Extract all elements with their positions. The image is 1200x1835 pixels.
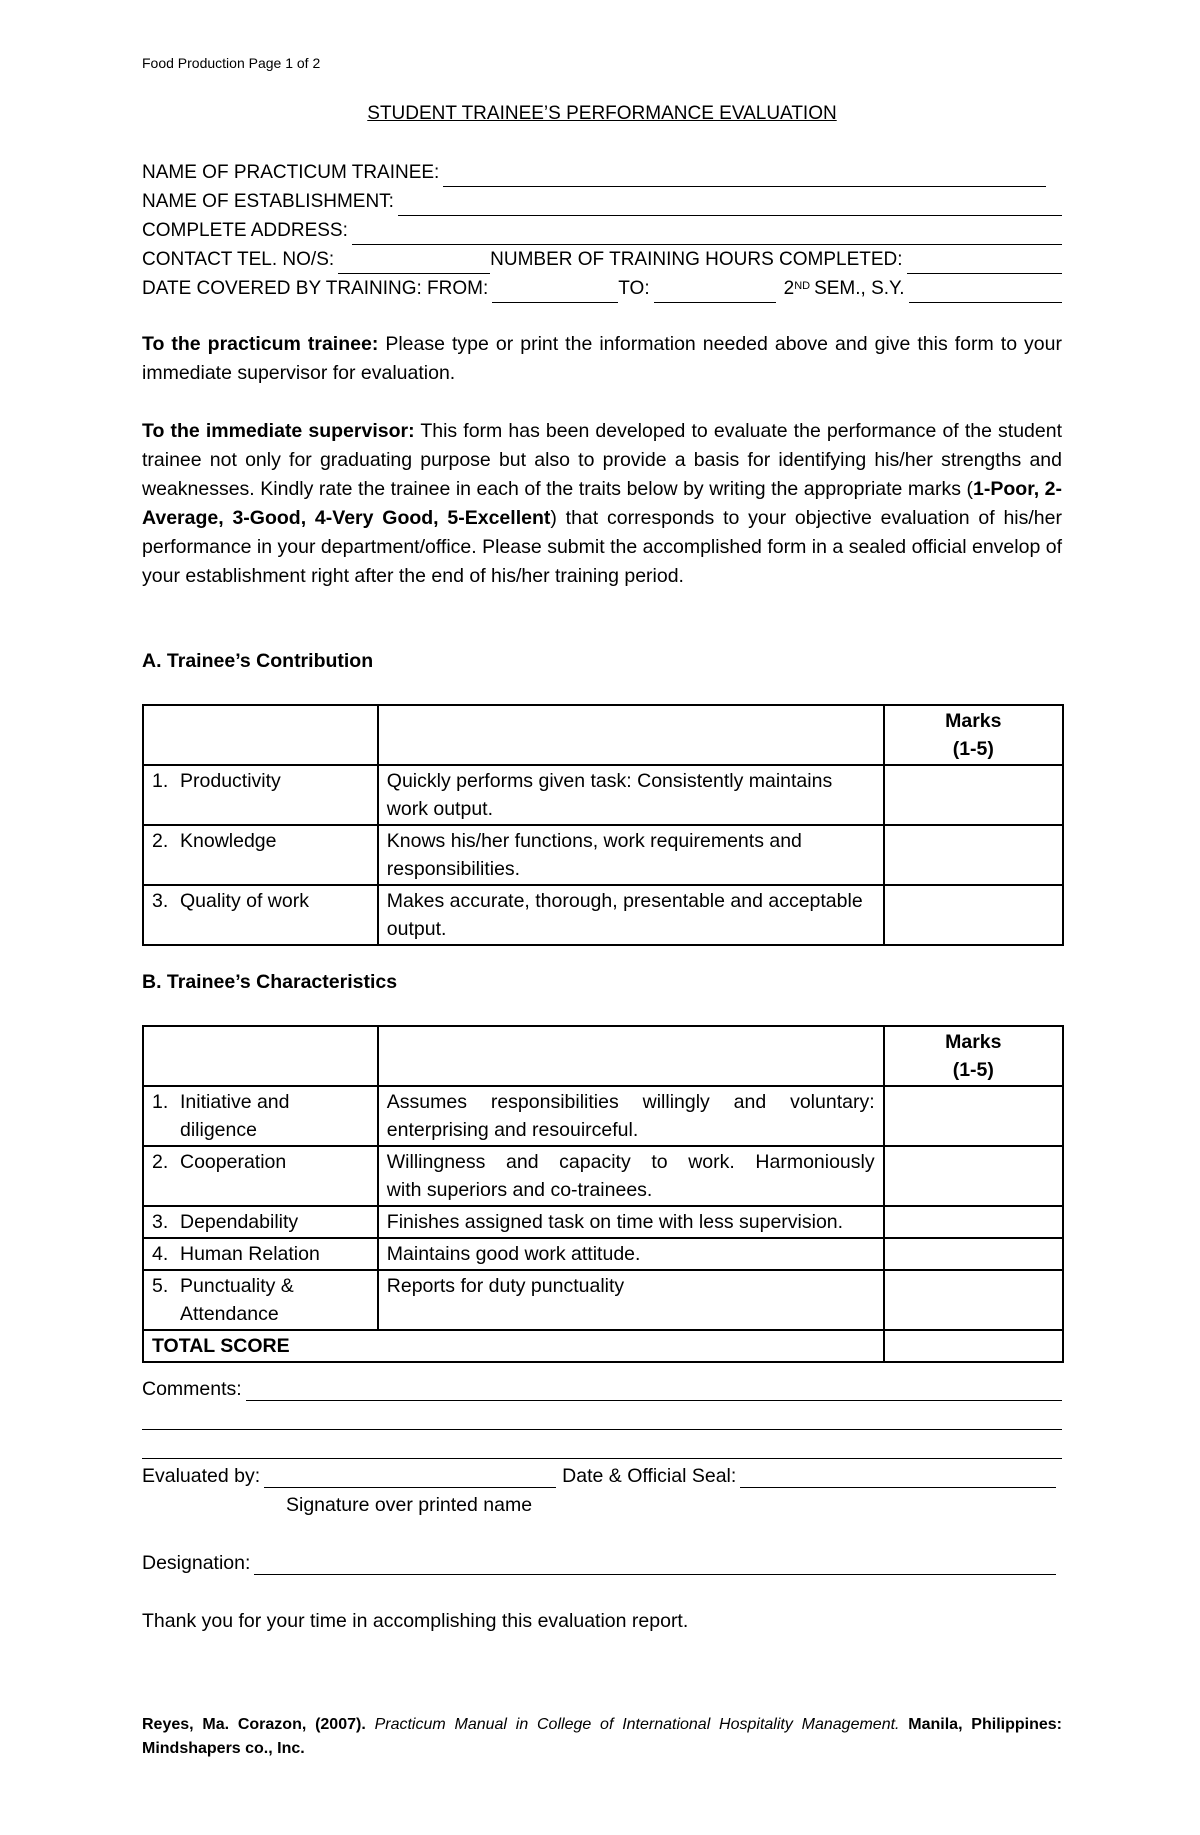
hours-label: NUMBER OF TRAINING HOURS COMPLETED: bbox=[490, 249, 903, 270]
section-a-heading: A. Trainee’s Contribution bbox=[142, 650, 374, 672]
school-year-blank[interactable] bbox=[909, 282, 1062, 303]
trait-name: Cooperation bbox=[180, 1151, 287, 1173]
date-from-blank[interactable] bbox=[492, 282, 618, 303]
trait-description: Finishes assigned task on time with less supervision. bbox=[378, 1206, 884, 1238]
trait-name: Human Relation bbox=[180, 1243, 320, 1265]
marks-cell[interactable] bbox=[884, 1270, 1063, 1330]
evaluated-by-label: Evaluated by: bbox=[142, 1465, 261, 1487]
table-header-row bbox=[143, 1026, 1063, 1086]
date-from-label: DATE COVERED BY TRAINING: FROM: bbox=[142, 278, 489, 299]
designation-label: Designation: bbox=[142, 1552, 251, 1574]
establishment-label: NAME OF ESTABLISHMENT: bbox=[142, 191, 394, 212]
trait-description: Knows his/her functions, work requirements and responsibilities. bbox=[378, 825, 884, 885]
trainee-name-label: NAME OF PRACTICUM TRAINEE: bbox=[142, 162, 440, 183]
citation-publisher: Manila, Philippines: Mindshapers co., Inc. bbox=[142, 1716, 1062, 1757]
trainee-instructions bbox=[142, 330, 1062, 388]
supervisor-instructions-text2: ) that corresponds to your objective evaluation of his/her performance in your department/office. Please submit the accomplished form in a sealed official envelop of your establishment right after the end of his/her training period. bbox=[142, 507, 1062, 587]
trait-description: Makes accurate, thorough, presentable and acceptable output. bbox=[378, 885, 884, 945]
form-title: STUDENT TRAINEE’S PERFORMANCE EVALUATION bbox=[367, 103, 837, 124]
trainee-name-row bbox=[142, 158, 1062, 187]
date-to-label: TO: bbox=[618, 278, 650, 299]
trainee-name-blank[interactable] bbox=[443, 166, 1046, 187]
comments-label: Comments: bbox=[142, 1378, 242, 1400]
contact-blank[interactable] bbox=[338, 253, 490, 274]
citation bbox=[142, 1713, 1062, 1761]
date-covered-row bbox=[142, 274, 1062, 303]
contact-label: CONTACT TEL. NO/S: bbox=[142, 249, 335, 270]
total-score-label: TOTAL SCORE bbox=[143, 1330, 884, 1362]
trait-name: Punctuality & bbox=[180, 1275, 294, 1297]
trait-name: Dependability bbox=[180, 1211, 299, 1233]
evaluated-by-row bbox=[142, 1465, 1062, 1488]
table-row: 3. Dependability Finishes assigned task on time with less supervision. bbox=[143, 1206, 1063, 1238]
designation-row bbox=[142, 1552, 1062, 1575]
trainee-instructions-text: Please type or print the information needed above and give this form to your immediate supervisor for evaluation. bbox=[142, 333, 1062, 384]
marks-cell[interactable] bbox=[884, 825, 1063, 885]
evaluator-signature-blank[interactable] bbox=[264, 1467, 556, 1488]
marks-cell[interactable] bbox=[884, 765, 1063, 825]
total-score-row bbox=[143, 1330, 1063, 1362]
marks-cell[interactable] bbox=[884, 1206, 1063, 1238]
comments-blank-3[interactable] bbox=[142, 1436, 1062, 1459]
signature-caption: Signature over printed name bbox=[286, 1494, 533, 1516]
trait-name: Knowledge bbox=[180, 830, 277, 852]
marks-cell[interactable] bbox=[884, 1146, 1063, 1206]
address-label: COMPLETE ADDRESS: bbox=[142, 220, 348, 241]
marks-cell[interactable] bbox=[884, 885, 1063, 945]
address-blank[interactable] bbox=[352, 224, 1062, 245]
trait-name: Initiative and bbox=[180, 1091, 290, 1113]
table-row: 1. Initiative and diligence Assumes responsibilities willingly and voluntary: enterprising and resouirceful. bbox=[143, 1086, 1063, 1146]
date-seal-label: Date & Official Seal: bbox=[562, 1465, 737, 1487]
trait-name: Quality of work bbox=[180, 890, 309, 912]
contribution-table bbox=[142, 704, 1064, 946]
trait-description: Maintains good work attitude. bbox=[378, 1238, 884, 1270]
comments-section bbox=[142, 1378, 1062, 1459]
citation-author: Reyes, Ma. Corazon, (2007). bbox=[142, 1716, 366, 1733]
supervisor-instructions bbox=[142, 417, 1062, 591]
citation-work: Practicum Manual in College of International Hospitality Management. bbox=[374, 1716, 900, 1733]
table-row: 4. Human Relation Maintains good work attitude. bbox=[143, 1238, 1063, 1270]
table-row: 1. Productivity Quickly performs given task: Consistently maintains work output. bbox=[143, 765, 1063, 825]
contact-row bbox=[142, 245, 1062, 274]
date-seal-blank[interactable] bbox=[740, 1467, 1056, 1488]
table-row: 2. Cooperation Willingness and capacity to work. Harmoniously with superiors and co-trainees. bbox=[143, 1146, 1063, 1206]
page-header: Food Production Page 1 of 2 bbox=[142, 55, 321, 71]
establishment-row bbox=[142, 187, 1062, 216]
semester-label: SEM., S.Y. bbox=[814, 278, 905, 299]
trainee-info-fields bbox=[142, 158, 1062, 303]
table-row: 3. Quality of work Makes accurate, thorough, presentable and acceptable output. bbox=[143, 885, 1063, 945]
trait-description: Reports for duty punctuality bbox=[378, 1270, 884, 1330]
trait-description: Willingness and capacity to work. Harmoniously with superiors and co-trainees. bbox=[378, 1146, 884, 1206]
trainee-instructions-lead: To the practicum trainee: bbox=[142, 333, 379, 355]
section-b-heading: B. Trainee’s Characteristics bbox=[142, 971, 398, 993]
establishment-blank[interactable] bbox=[398, 195, 1062, 216]
trait-name: Productivity bbox=[180, 770, 281, 792]
designation-blank[interactable] bbox=[254, 1554, 1056, 1575]
semester-suffix: ND bbox=[794, 280, 811, 292]
marks-header: Marks (1-5) bbox=[884, 705, 1063, 765]
address-row bbox=[142, 216, 1062, 245]
table-row: 5. Punctuality & Attendance Reports for duty punctuality bbox=[143, 1270, 1063, 1330]
semester-number: 2 bbox=[783, 278, 795, 299]
supervisor-instructions-text1: This form has been developed to evaluate the performance of the student trainee not only for graduating purpose but also to provide a basis for identifying his/her strengths and weaknesses. Kindly rate the trainee in each of the traits below by writing the appropriate marks ( bbox=[142, 420, 1062, 500]
marks-header: Marks (1-5) bbox=[884, 1026, 1063, 1086]
thank-you-note: Thank you for your time in accomplishing this evaluation report. bbox=[142, 1610, 689, 1632]
table-row: 2. Knowledge Knows his/her functions, work requirements and responsibilities. bbox=[143, 825, 1063, 885]
trait-description: Assumes responsibilities willingly and voluntary: enterprising and resouirceful. bbox=[378, 1086, 884, 1146]
marks-cell[interactable] bbox=[884, 1238, 1063, 1270]
characteristics-table bbox=[142, 1025, 1064, 1363]
table-header-row bbox=[143, 705, 1063, 765]
supervisor-instructions-lead: To the immediate supervisor: bbox=[142, 420, 415, 442]
trait-description: Quickly performs given task: Consistently maintains work output. bbox=[378, 765, 884, 825]
comments-blank-2[interactable] bbox=[142, 1407, 1062, 1430]
rating-scale: 1-Poor, 2-Average, 3-Good, 4-Very Good, 5-Excellent bbox=[142, 478, 1063, 529]
hours-blank[interactable] bbox=[907, 253, 1062, 274]
marks-cell[interactable] bbox=[884, 1086, 1063, 1146]
date-to-blank[interactable] bbox=[654, 282, 776, 303]
comments-blank[interactable] bbox=[246, 1380, 1062, 1401]
total-score-cell[interactable] bbox=[884, 1330, 1063, 1362]
